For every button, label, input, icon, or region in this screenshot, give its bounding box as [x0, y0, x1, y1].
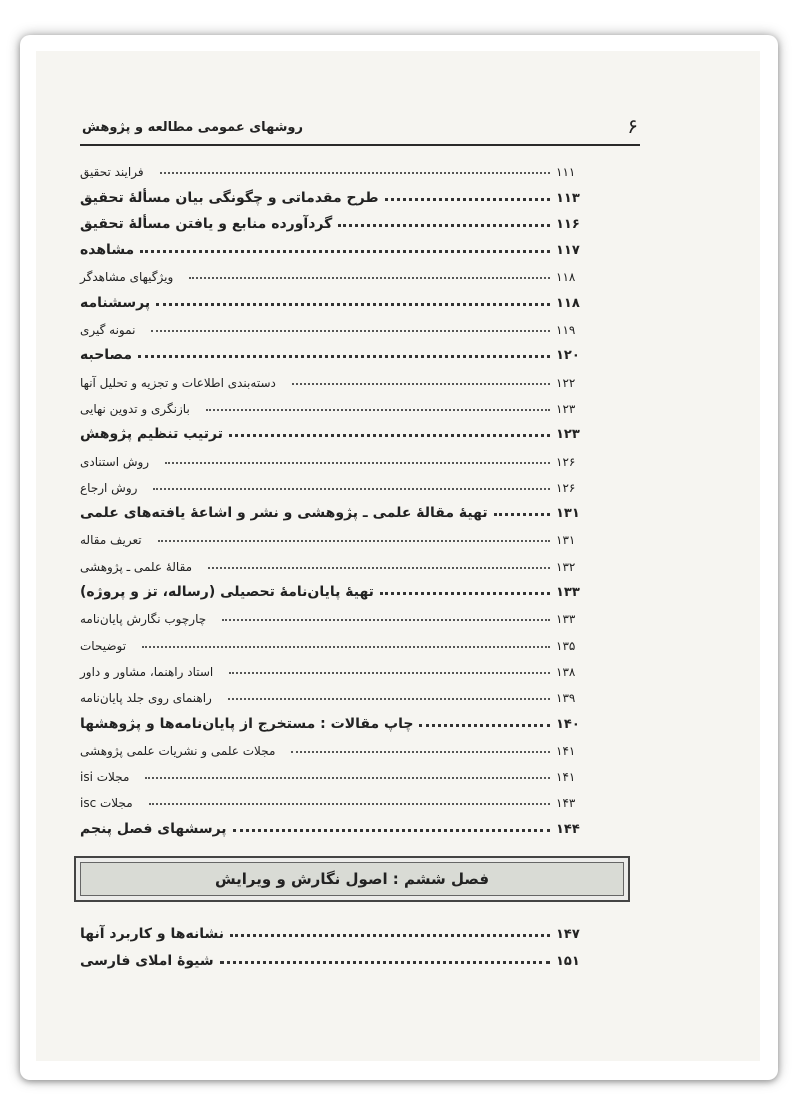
chapter-title: فصل ششم : اصول نگارش و ویرایش [214, 870, 490, 888]
running-header [80, 114, 640, 146]
toc-entry-page: ۱۴۱ [556, 743, 576, 758]
toc-entry-title: مجلات isi [80, 770, 130, 785]
toc-entry [80, 786, 590, 812]
toc-entry [80, 812, 590, 838]
toc-entry [80, 707, 590, 733]
dot-leader [140, 250, 550, 253]
toc-entry [80, 339, 590, 365]
toc-entry-page: ۱۳۵ [556, 638, 576, 653]
toc-entry-page: ۱۴۴ [556, 821, 580, 837]
dot-leader [145, 777, 550, 779]
toc-entry-title: تعریف مقاله [80, 533, 142, 548]
dot-leader [419, 724, 550, 727]
toc-entry-title: چاپ مقالات : مستخرج از پایان‌نامه‌ها و پژوهشها [80, 715, 414, 732]
toc-entry-page: ۱۲۳ [556, 427, 580, 443]
toc-entry [80, 208, 590, 234]
toc-entry [80, 286, 590, 312]
toc-entry [80, 471, 590, 497]
dot-leader [206, 409, 550, 411]
toc-entry-title: تهیهٔ مقالهٔ علمی ـ پژوهشی و نشر و اشاعهٔ یافته‌های علمی [80, 505, 488, 522]
toc-entry [80, 576, 590, 602]
dot-leader [233, 829, 550, 832]
chapter-heading-inner [80, 862, 624, 896]
dot-leader [158, 540, 550, 542]
toc-entry-page: ۱۳۹ [556, 691, 576, 706]
toc-entry-page: ۱۵۱ [556, 953, 580, 969]
dot-leader [494, 513, 550, 516]
table-of-contents-chapter-six [80, 918, 590, 971]
toc-entry-page: ۱۴۳ [556, 796, 576, 811]
toc-entry-title: مقالهٔ علمی ـ پژوهشی [80, 559, 193, 574]
toc-entry-page: ۱۱۸ [556, 270, 576, 285]
dot-leader [165, 462, 550, 464]
toc-entry-title: پرسشهای فصل پنجم [80, 820, 227, 837]
toc-entry [80, 260, 590, 286]
dot-leader [385, 198, 550, 201]
toc-entry-title: چارچوب نگارش پایان‌نامه [80, 612, 207, 627]
toc-entry-page: ۱۲۶ [556, 480, 576, 495]
toc-entry-title: نمونه گیری [80, 323, 136, 338]
toc-entry [80, 181, 590, 207]
toc-entry-title: شیوهٔ املای فارسی [80, 952, 214, 969]
toc-entry-title: توضیحات [80, 638, 127, 653]
toc-entry [80, 523, 590, 549]
table-of-contents [80, 155, 590, 839]
toc-entry-page: ۱۳۲ [556, 559, 576, 574]
toc-entry-page: ۱۱۸ [556, 295, 580, 311]
toc-entry-page: ۱۱۳ [556, 190, 580, 206]
dot-leader [138, 355, 550, 358]
toc-entry [80, 549, 590, 575]
toc-entry [80, 497, 590, 523]
dot-leader [220, 961, 550, 964]
running-title: روشهای عمومی مطالعه و پژوهش [82, 120, 303, 135]
toc-entry [80, 918, 590, 944]
toc-entry-title: ترتیب تنظیم پژوهش [80, 426, 223, 443]
toc-entry-page: ۱۳۳ [556, 612, 576, 627]
toc-entry [80, 418, 590, 444]
page-number: ۶ [627, 114, 638, 138]
dot-leader [230, 934, 550, 937]
toc-entry-page: ۱۳۸ [556, 664, 576, 679]
toc-entry [80, 365, 590, 391]
dot-leader [380, 592, 550, 595]
dot-leader [291, 751, 550, 753]
toc-entry-title: گردآورده منابع و یافتن مسألهٔ تحقیق [80, 215, 333, 232]
toc-entry-page: ۱۴۱ [556, 770, 576, 785]
toc-entry-page: ۱۲۶ [556, 454, 576, 469]
toc-entry-page: ۱۴۷ [556, 927, 580, 943]
dot-leader [292, 383, 550, 385]
toc-entry-page: ۱۲۰ [556, 348, 580, 364]
toc-entry-title: پرسشنامه [80, 294, 151, 311]
toc-entry-page: ۱۲۲ [556, 375, 576, 390]
toc-entry [80, 313, 590, 339]
toc-entry-title: تهیهٔ پایان‌نامهٔ تحصیلی (رساله، تز و پروژه) [80, 584, 374, 601]
dot-leader [142, 646, 550, 648]
dot-leader [189, 277, 550, 279]
toc-entry [80, 760, 590, 786]
toc-entry-title: دسته‌بندی اطلاعات و تجزیه و تحلیل آنها [80, 375, 276, 390]
dot-leader [229, 434, 550, 437]
toc-entry [80, 602, 590, 628]
toc-entry-title: روش ارجاع [80, 480, 138, 495]
dot-leader [222, 619, 550, 621]
toc-entry [80, 734, 590, 760]
toc-entry [80, 444, 590, 470]
toc-entry-title: مصاحبه [80, 347, 133, 364]
toc-entry-title: نشانه‌ها و کاربرد آنها [80, 926, 224, 943]
toc-entry-title: فرایند تحقیق [80, 165, 144, 180]
toc-entry-page: ۱۱۹ [556, 323, 576, 338]
toc-entry-title: مجلات isc [80, 796, 133, 811]
dot-leader [153, 488, 550, 490]
toc-entry [80, 628, 590, 654]
toc-entry [80, 681, 590, 707]
toc-entry-page: ۱۳۳ [556, 585, 580, 601]
toc-entry-page: ۱۳۱ [556, 533, 576, 548]
toc-entry-title: استاد راهنما، مشاور و داور [80, 664, 214, 679]
dot-leader [149, 803, 550, 805]
dot-leader [156, 303, 550, 306]
toc-entry-title: مجلات علمی و نشریات علمی پژوهشی [80, 743, 276, 758]
toc-entry-title: طرح مقدماتی و چگونگی بیان مسألهٔ تحقیق [80, 189, 379, 206]
toc-entry-title: روش استنادی [80, 454, 150, 469]
dot-leader [208, 567, 550, 569]
toc-entry-title: ویژگیهای مشاهدگر [80, 270, 174, 285]
toc-entry-page: ۱۳۱ [556, 506, 580, 522]
dot-leader [229, 672, 550, 674]
toc-entry-title: راهنمای روی جلد پایان‌نامه [80, 691, 212, 706]
toc-entry [80, 155, 590, 181]
dot-leader [228, 698, 550, 700]
dot-leader [338, 224, 550, 227]
toc-entry-title: مشاهده [80, 242, 135, 259]
toc-entry-page: ۱۱۷ [556, 243, 580, 259]
toc-entry [80, 944, 590, 970]
dot-leader [151, 330, 550, 332]
toc-entry [80, 234, 590, 260]
toc-entry-page: ۱۴۰ [556, 716, 580, 732]
toc-entry [80, 655, 590, 681]
dot-leader [160, 172, 550, 174]
toc-entry-page: ۱۲۳ [556, 401, 576, 416]
toc-entry-page: ۱۱۶ [556, 216, 580, 232]
toc-entry [80, 392, 590, 418]
toc-entry-title: بازنگری و تدوین نهایی [80, 401, 190, 416]
toc-entry-page: ۱۱۱ [556, 165, 576, 180]
chapter-heading-box [74, 856, 630, 902]
